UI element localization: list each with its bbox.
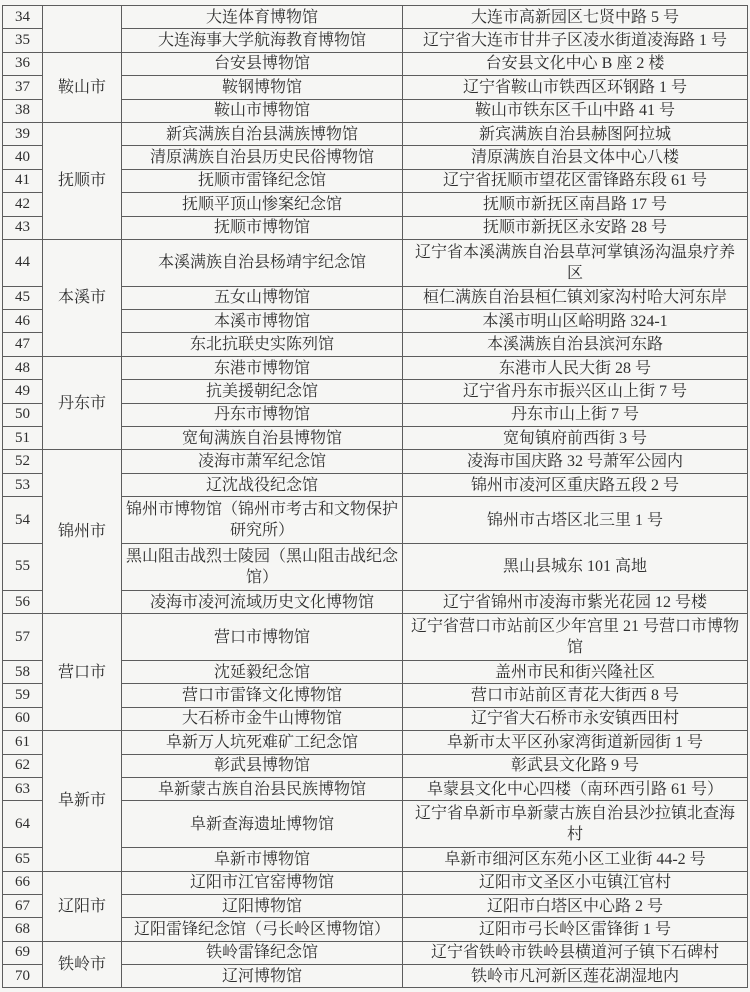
row-number: 47	[3, 333, 43, 356]
museum-name-cell: 本溪满族自治县杨靖宇纪念馆	[122, 240, 403, 287]
museum-name-cell: 凌海市凌河流域历史文化博物馆	[122, 591, 403, 614]
row-number: 58	[3, 661, 43, 684]
row-number: 42	[3, 193, 43, 216]
address-cell: 辽宁省铁岭市铁岭县横道河子镇下石碑村	[403, 942, 748, 965]
museum-name-cell: 阜新蒙古族自治县民族博物馆	[122, 778, 403, 801]
row-number: 35	[3, 29, 43, 52]
museum-name-cell: 东港市博物馆	[122, 357, 403, 380]
row-number: 69	[3, 942, 43, 965]
museum-name-cell: 抚顺平顶山惨案纪念馆	[122, 193, 403, 216]
address-cell: 本溪满族自治县滨河东路	[403, 333, 748, 356]
museum-name-cell: 大连海事大学航海教育博物馆	[122, 29, 403, 52]
museum-name-cell: 丹东市博物馆	[122, 404, 403, 427]
row-number: 68	[3, 918, 43, 941]
row-number: 55	[3, 544, 43, 591]
museum-name-cell: 营口市博物馆	[122, 614, 403, 661]
row-number: 37	[3, 76, 43, 99]
row-number: 57	[3, 614, 43, 661]
address-cell: 辽阳市弓长岭区雷锋街 1 号	[403, 918, 748, 941]
row-number: 63	[3, 778, 43, 801]
museum-name-cell: 营口市雷锋文化博物馆	[122, 684, 403, 707]
row-number: 61	[3, 731, 43, 754]
row-number: 70	[3, 965, 43, 988]
city-cell: 阜新市	[43, 731, 122, 871]
row-number: 64	[3, 801, 43, 848]
museum-name-cell: 铁岭雷锋纪念馆	[122, 942, 403, 965]
museum-name-cell: 辽沈战役纪念馆	[122, 474, 403, 497]
address-cell: 新宾满族自治县赫图阿拉城	[403, 123, 748, 146]
city-cell: 丹东市	[43, 357, 122, 451]
museum-name-cell: 东北抗联史实陈列馆	[122, 333, 403, 356]
city-cell: 营口市	[43, 614, 122, 731]
museum-name-cell: 黑山阻击战烈士陵园（黑山阻击战纪念 馆）	[122, 544, 403, 591]
address-cell: 盖州市民和街兴隆社区	[403, 661, 748, 684]
address-cell: 东港市人民大街 28 号	[403, 357, 748, 380]
address-cell: 锦州市凌河区重庆路五段 2 号	[403, 474, 748, 497]
museum-name-cell: 台安县博物馆	[122, 53, 403, 76]
address-cell: 阜新市细河区东苑小区工业街 44-2 号	[403, 848, 748, 871]
museum-name-cell: 阜新万人坑死难矿工纪念馆	[122, 731, 403, 754]
row-number: 56	[3, 591, 43, 614]
museum-name-cell: 辽河博物馆	[122, 965, 403, 988]
address-cell: 辽宁省抚顺市望花区雷锋路东段 61 号	[403, 170, 748, 193]
row-number: 65	[3, 848, 43, 871]
city-cell: 本溪市	[43, 240, 122, 357]
row-number: 43	[3, 217, 43, 240]
row-number: 34	[3, 6, 43, 29]
museum-name-cell: 辽阳市江官窑博物馆	[122, 872, 403, 895]
row-number: 50	[3, 404, 43, 427]
museum-name-cell: 大石桥市金牛山博物馆	[122, 708, 403, 731]
row-number: 49	[3, 380, 43, 403]
museum-name-cell: 辽阳雷锋纪念馆（弓长岭区博物馆）	[122, 918, 403, 941]
address-cell: 抚顺市新抚区永安路 28 号	[403, 217, 748, 240]
museum-name-cell: 阜新市博物馆	[122, 848, 403, 871]
address-cell: 大连市高新园区七贤中路 5 号	[403, 6, 748, 29]
museum-name-cell: 辽阳博物馆	[122, 895, 403, 918]
museum-name-cell: 抚顺市雷锋纪念馆	[122, 170, 403, 193]
row-number: 51	[3, 427, 43, 450]
address-cell: 营口市站前区青花大街西 8 号	[403, 684, 748, 707]
row-number: 59	[3, 684, 43, 707]
address-cell: 丹东市山上街 7 号	[403, 404, 748, 427]
address-cell: 辽阳市文圣区小屯镇江官村	[403, 872, 748, 895]
row-number: 54	[3, 497, 43, 544]
address-cell: 辽宁省阜新市阜新蒙古族自治县沙拉镇北查海 村	[403, 801, 748, 848]
row-number: 39	[3, 123, 43, 146]
row-number: 45	[3, 287, 43, 310]
museum-name-cell: 彰武县博物馆	[122, 755, 403, 778]
museum-name-cell: 鞍钢博物馆	[122, 76, 403, 99]
address-cell: 鞍山市铁东区千山中路 41 号	[403, 100, 748, 123]
museum-name-cell: 锦州市博物馆（锦州市考古和文物保护 研究所）	[122, 497, 403, 544]
address-cell: 辽宁省丹东市振兴区山上街 7 号	[403, 380, 748, 403]
address-cell: 锦州市古塔区北三里 1 号	[403, 497, 748, 544]
city-cell	[43, 6, 122, 53]
museum-name-cell: 鞍山市博物馆	[122, 100, 403, 123]
row-number: 44	[3, 240, 43, 287]
row-number: 48	[3, 357, 43, 380]
row-number: 62	[3, 755, 43, 778]
address-cell: 黑山县城东 101 高地	[403, 544, 748, 591]
city-cell: 铁岭市	[43, 942, 122, 989]
address-cell: 辽宁省营口市站前区少年宫里 21 号营口市博物 馆	[403, 614, 748, 661]
address-cell: 辽宁省大石桥市永安镇西田村	[403, 708, 748, 731]
row-number: 66	[3, 872, 43, 895]
city-cell: 锦州市	[43, 450, 122, 614]
row-number: 46	[3, 310, 43, 333]
address-cell: 辽宁省锦州市凌海市紫光花园 12 号楼	[403, 591, 748, 614]
row-number: 41	[3, 170, 43, 193]
row-number: 38	[3, 100, 43, 123]
address-cell: 阜新市太平区孙家湾街道新园街 1 号	[403, 731, 748, 754]
museum-name-cell: 五女山博物馆	[122, 287, 403, 310]
museum-name-cell: 本溪市博物馆	[122, 310, 403, 333]
city-cell: 辽阳市	[43, 872, 122, 942]
row-number: 67	[3, 895, 43, 918]
address-cell: 清原满族自治县文体中心八楼	[403, 146, 748, 169]
museum-name-cell: 大连体育博物馆	[122, 6, 403, 29]
address-cell: 抚顺市新抚区南昌路 17 号	[403, 193, 748, 216]
row-number: 60	[3, 708, 43, 731]
address-cell: 彰武县文化路 9 号	[403, 755, 748, 778]
museum-table	[2, 5, 748, 988]
address-cell: 本溪市明山区峪明路 324-1	[403, 310, 748, 333]
row-number: 40	[3, 146, 43, 169]
museum-name-cell: 凌海市萧军纪念馆	[122, 450, 403, 473]
address-cell: 辽宁省鞍山市铁西区环钢路 1 号	[403, 76, 748, 99]
museum-name-cell: 宽甸满族自治县博物馆	[122, 427, 403, 450]
row-number: 53	[3, 474, 43, 497]
address-cell: 台安县文化中心 B 座 2 楼	[403, 53, 748, 76]
address-cell: 凌海市国庆路 32 号萧军公园内	[403, 450, 748, 473]
museum-name-cell: 抗美援朝纪念馆	[122, 380, 403, 403]
address-cell: 辽宁省大连市甘井子区凌水街道凌海路 1 号	[403, 29, 748, 52]
museum-name-cell: 沈延毅纪念馆	[122, 661, 403, 684]
address-cell: 辽阳市白塔区中心路 2 号	[403, 895, 748, 918]
address-cell: 铁岭市凡河新区莲花湖湿地内	[403, 965, 748, 988]
city-cell: 抚顺市	[43, 123, 122, 240]
museum-name-cell: 阜新查海遗址博物馆	[122, 801, 403, 848]
row-number: 36	[3, 53, 43, 76]
row-number: 52	[3, 450, 43, 473]
city-cell: 鞍山市	[43, 53, 122, 123]
museum-name-cell: 新宾满族自治县满族博物馆	[122, 123, 403, 146]
museum-name-cell: 清原满族自治县历史民俗博物馆	[122, 146, 403, 169]
address-cell: 桓仁满族自治县桓仁镇刘家沟村哈大河东岸	[403, 287, 748, 310]
museum-name-cell: 抚顺市博物馆	[122, 217, 403, 240]
address-cell: 辽宁省本溪满族自治县草河掌镇汤沟温泉疗养 区	[403, 240, 748, 287]
address-cell: 宽甸镇府前西街 3 号	[403, 427, 748, 450]
address-cell: 阜蒙县文化中心四楼（南环西引路 61 号）	[403, 778, 748, 801]
